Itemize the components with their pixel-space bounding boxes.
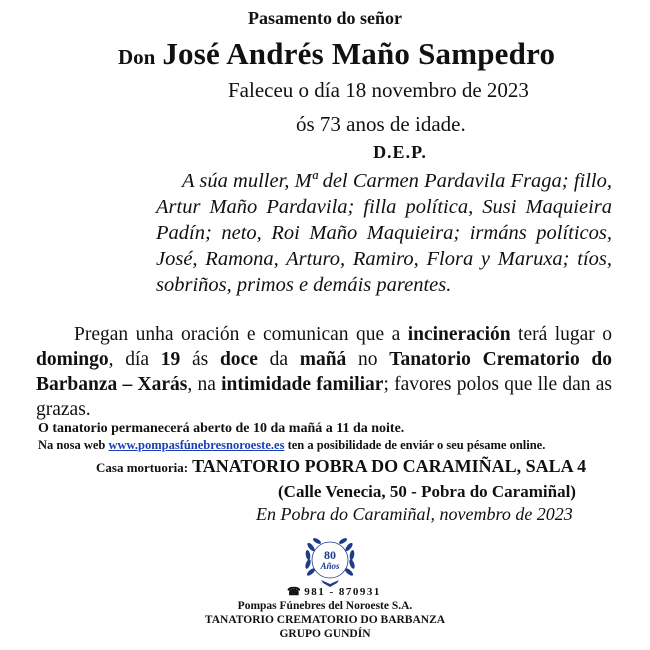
ceremony-text: Pregan unha oración e comunican que a — [74, 324, 408, 345]
emblem-word: Años — [320, 561, 340, 571]
opening-hours: O tanatorio permanecerá aberto de 10 da mañá a 11 da noite. — [38, 421, 405, 436]
phone-line — [287, 585, 381, 598]
emblem-number: 80 — [324, 548, 336, 562]
web-note — [38, 438, 545, 453]
deceased-name-line — [118, 36, 555, 72]
age-at-death: ós 73 anos de idade. — [296, 112, 466, 136]
ceremony-venue: Tanatorio Crematorio do Barbanza – Xarás — [36, 349, 613, 395]
crematorium-name: TANATORIO CREMATORIO DO BARBANZA — [204, 614, 446, 626]
ceremony-privacy: intimidade familiar — [221, 374, 384, 395]
phone-icon: ☎ — [287, 586, 303, 598]
ceremony-daypart: mañá — [299, 349, 347, 370]
notice-title: Pasamento do señor — [248, 8, 402, 28]
company-name: Pompas Fúnebres del Noroeste S.A. — [237, 600, 413, 612]
name-prefix: Don — [118, 45, 156, 69]
ceremony-text: , día — [108, 349, 161, 370]
ceremony-hour: doce — [219, 349, 258, 370]
website-link[interactable]: www.pompasfúnebresnoroeste.es — [108, 438, 285, 452]
ceremony-text: no — [346, 349, 390, 370]
ceremony-paragraph — [36, 322, 612, 422]
mortuary-label: Casa mortuoria: — [96, 460, 189, 475]
ceremony-text: terá lugar o — [510, 324, 612, 345]
phone-number: 981 - 870931 — [304, 586, 381, 598]
mortuary-address: (Calle Venecia, 50 - Pobra do Caramiñal) — [278, 482, 576, 501]
anniversary-emblem — [297, 532, 363, 592]
ceremony-text: ás — [180, 349, 220, 370]
deceased-name: José Andrés Maño Sampedro — [162, 36, 556, 71]
rip-heading: D.E.P. — [373, 142, 427, 162]
ceremony-text: ; favores polos que lle dan as grazas. — [36, 374, 613, 420]
ceremony-day: domingo — [36, 349, 109, 370]
ceremony-type: incineración — [407, 324, 511, 345]
mortuary-line — [96, 456, 586, 477]
death-date: Faleceu o día 18 novembro de 2023 — [228, 78, 529, 102]
ceremony-text: da — [257, 349, 300, 370]
web-note-text: Na nosa web — [38, 438, 109, 452]
web-note-text: ten a posibilidade de enviár o seu pésame online. — [284, 438, 546, 452]
mortuary-name: TANATORIO POBRA DO CARAMIÑAL, SALA 4 — [192, 456, 587, 476]
place-date: En Pobra do Caramiñal, novembro de 2023 — [256, 504, 573, 524]
ceremony-text: , na — [187, 374, 222, 395]
ceremony-date: 19 — [160, 349, 181, 370]
family-list: A súa muller, Mª del Carmen Pardavila Fraga; fillo, Artur Maño Pardavila; filla política, Susi Maquieira Padín; neto, Roi Maño Maquieira; irmáns políticos, José, Ramona, Arturo, Ramiro, Flora y Maruxa; tíos, sobriños, primos e demáis parentes. — [156, 170, 612, 296]
group-name: GRUPO GUNDÍN — [279, 628, 371, 640]
